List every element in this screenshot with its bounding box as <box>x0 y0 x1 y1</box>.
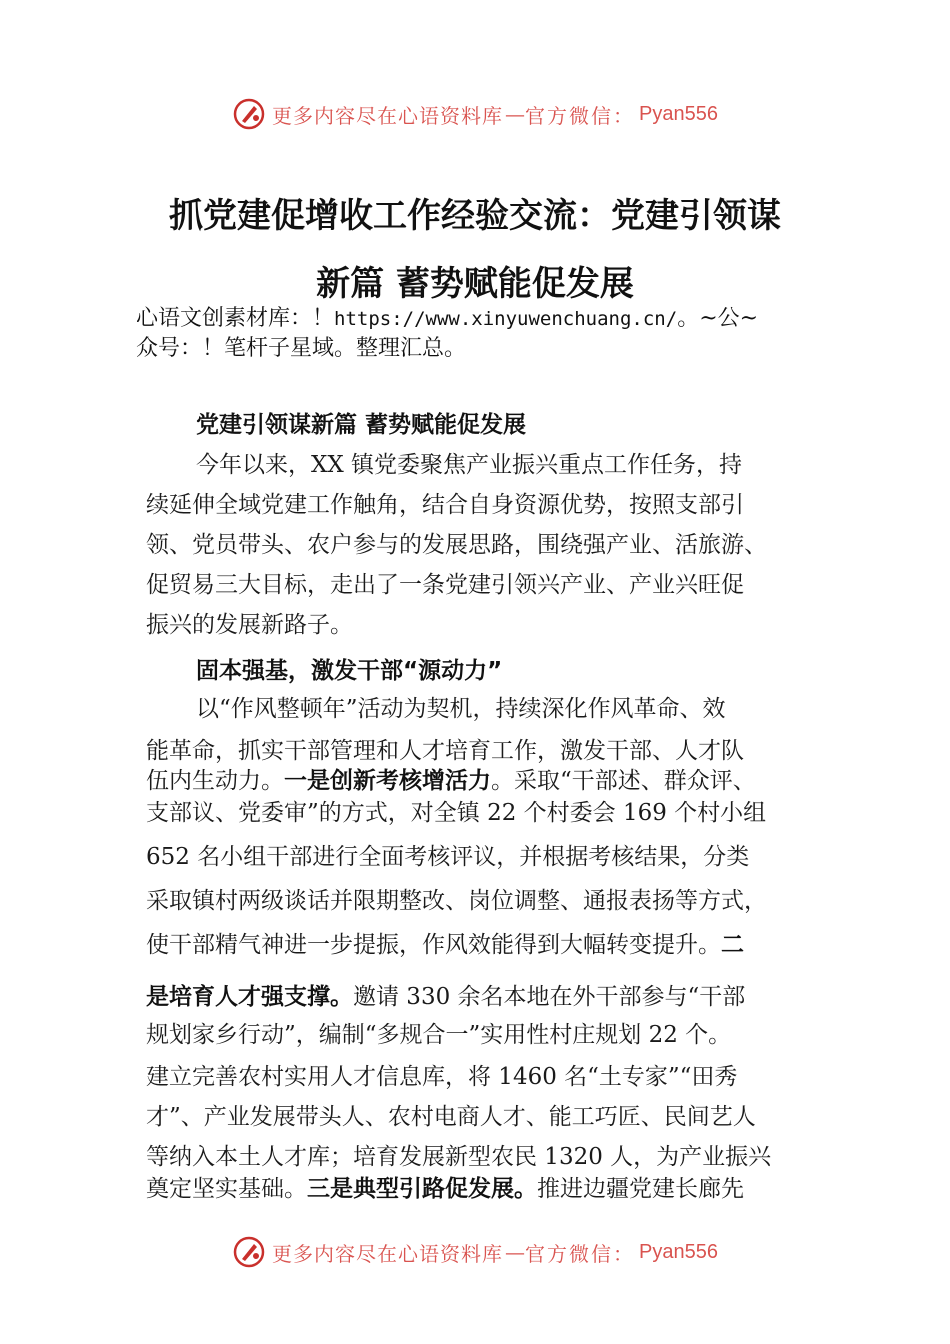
banner-dash: — <box>505 102 524 126</box>
bold-key-phrase: 是培育人才强支撑。 <box>146 984 353 1010</box>
bold-key-phrase: 一是创新考核增活力 <box>284 768 491 794</box>
paragraph-line: 以“作风整顿年”活动为契机，持续深化作风革命、效 <box>196 696 726 722</box>
banner-brand: 更多内容尽在心语资料库 <box>272 1241 504 1266</box>
text-run: 伍内生动力。 <box>146 768 284 794</box>
banner-wechat-label: 官方微信： <box>525 1241 636 1266</box>
section-heading-1: 党建引领谋新篇 蓄势赋能促发展 <box>196 412 527 438</box>
banner-wechat-id: Pyan556 <box>639 1240 718 1263</box>
paragraph-line: 采取镇村两级谈话并限期整改、岗位调整、通报表扬等方式， <box>146 888 767 914</box>
text-run: 邀请 330 余名本地在外干部参与“干部 <box>353 984 746 1010</box>
paragraph-line: 才”、产业发展带头人、农村电商人才、能工巧匠、民间艺人 <box>146 1104 756 1130</box>
banner-wechat-id: Pyan556 <box>639 102 718 125</box>
source-note-line-1 <box>136 304 836 334</box>
paragraph-line <box>146 926 816 959</box>
paragraph-line <box>146 978 816 1011</box>
paragraph-line: 能革命，抓实干部管理和人才培育工作，激发干部、人才队 <box>146 738 744 764</box>
source-note-line-2: 众号：！笔杆子星域。整理汇总。 <box>136 336 467 361</box>
text-run: 奠定坚实基础。 <box>146 1176 307 1202</box>
doc-title-line-1: 抓党建促增收工作经验交流：党建引领谋 <box>169 196 781 236</box>
text-run: 使干部精气神进一步提振，作风效能得到大幅转变提升。 <box>146 932 721 958</box>
banner-wechat-label: 官方微信： <box>525 103 636 128</box>
paragraph-line: 促贸易三大目标，走出了一条党建引领兴产业、产业兴旺促 <box>146 572 744 598</box>
banner-brand: 更多内容尽在心语资料库 <box>272 103 504 128</box>
source-prefix: 心语文创素材库：！ <box>136 306 335 331</box>
section-heading-2: 固本强基，激发干部“源动力” <box>196 658 503 684</box>
paragraph-line: 振兴的发展新路子。 <box>146 612 353 638</box>
source-note <box>136 304 836 364</box>
banner-dash: — <box>505 1240 524 1264</box>
bold-key-phrase: 二 <box>721 932 744 958</box>
bold-key-phrase: 三是典型引路促发展。 <box>307 1176 537 1202</box>
paragraph-line: 支部议、党委审”的方式，对全镇 22 个村委会 169 个村小组 <box>146 800 767 826</box>
paragraph-line: 今年以来，XX 镇党委聚焦产业振兴重点工作任务，持 <box>196 452 743 478</box>
footer-banner <box>0 1232 950 1272</box>
header-banner <box>0 94 950 134</box>
text-run: 推进边疆党建长廊先 <box>537 1176 744 1202</box>
paragraph-line: 领、党员带头、农户参与的发展思路，围绕强产业、活旅游、 <box>146 532 767 558</box>
paragraph-line: 续延伸全域党建工作触角，结合自身资源优势，按照支部引 <box>146 492 744 518</box>
pen-in-circle-icon <box>232 97 266 131</box>
pen-in-circle-icon <box>232 1235 266 1269</box>
paragraph-line: 等纳入本土人才库；培育发展新型农民 1320 人，为产业振兴 <box>146 1144 772 1170</box>
source-url[interactable]: https://www.xinyuwenchuang.cn/ <box>334 308 678 330</box>
paragraph-line: 规划家乡行动”，编制“多规合一”实用性村庄规划 22 个。 <box>146 1022 732 1048</box>
paragraph-line <box>146 1170 816 1203</box>
text-run: 。采取“干部述、群众评、 <box>491 768 756 794</box>
source-suffix: 。~公~ <box>677 306 759 331</box>
doc-title-line-2: 新篇 蓄势赋能促发展 <box>316 264 634 304</box>
paragraph-line <box>146 762 816 795</box>
paragraph-line: 建立完善农村实用人才信息库，将 1460 名“土专家”“田秀 <box>146 1064 738 1090</box>
paragraph-line: 652 名小组干部进行全面考核评议，并根据考核结果，分类 <box>146 844 750 870</box>
